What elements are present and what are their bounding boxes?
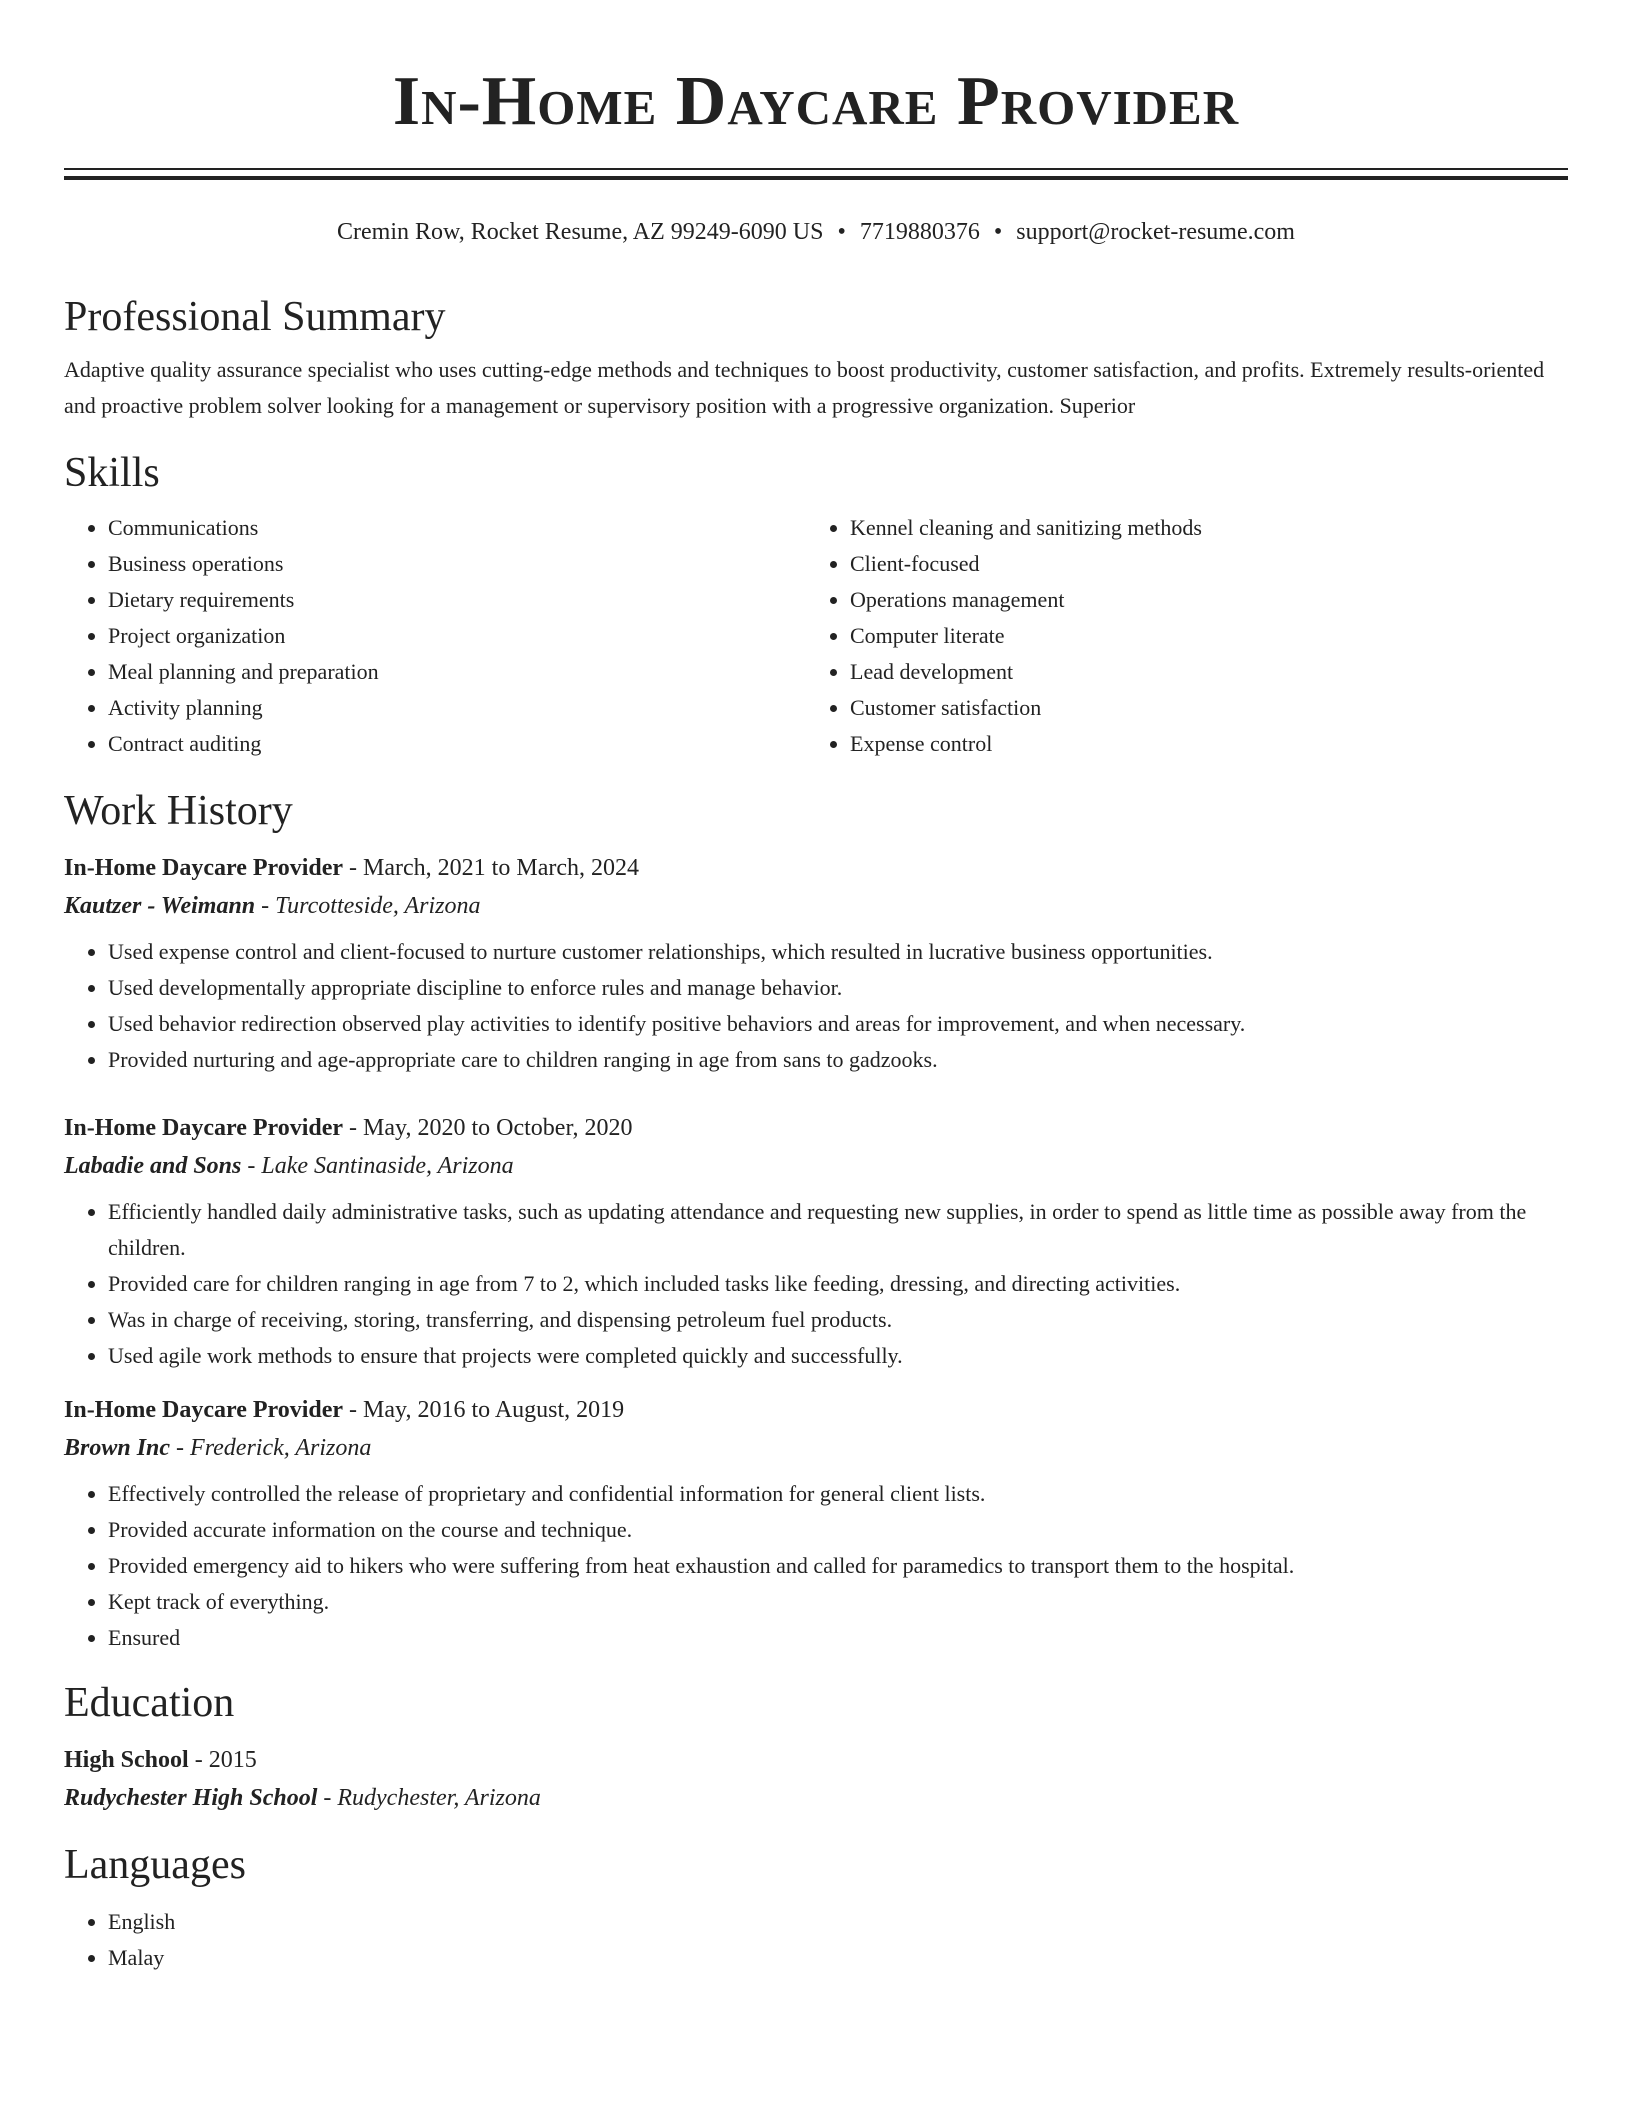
job-entry: [64, 1112, 1568, 1374]
education-year: 2015: [208, 1747, 257, 1773]
job-dates: March, 2021 to March, 2024: [363, 855, 639, 881]
language-item: • English: [108, 1904, 1568, 1940]
job-duty: • Provided emergency aid to hikers who were suffering from heat exhaustion and called for paramedics to transport them to the hospital.: [108, 1548, 1568, 1584]
languages-list: [64, 1904, 1568, 1976]
job-duty: • Provided care for children ranging in age from 7 to 2, which included tasks like feeding, dressing, and directing activities.: [108, 1266, 1568, 1302]
skill-item: • Computer literate: [850, 618, 1548, 654]
skill-item: • Communications: [108, 510, 806, 546]
summary-heading: Professional Summary: [64, 294, 446, 340]
dash-separator: -: [343, 1397, 364, 1423]
job-employer: [64, 1150, 1568, 1182]
job-header: [64, 1112, 1568, 1144]
skill-item: • Operations management: [850, 582, 1548, 618]
job-duty: • Provided accurate information on the course and technique.: [108, 1512, 1568, 1548]
education-header: [64, 1744, 1568, 1776]
dash-separator: -: [255, 893, 276, 919]
job-duty: • Used expense control and client-focused to nurture customer relationships, which resulted in lucrative business opportunities.: [108, 934, 1568, 970]
job-header: [64, 852, 1568, 884]
job-duty: • Was in charge of receiving, storing, transferring, and dispensing petroleum fuel products.: [108, 1302, 1568, 1338]
skill-item: • Lead development: [850, 654, 1548, 690]
job-title: In-Home Daycare Provider: [64, 855, 344, 881]
dash-separator: -: [317, 1785, 338, 1811]
job-duty: • Used agile work methods to ensure that projects were completed quickly and successfully.: [108, 1338, 1568, 1374]
skill-item: • Project organization: [108, 618, 806, 654]
job-employer: [64, 1432, 1568, 1464]
job-title: In-Home Daycare Provider: [64, 1397, 344, 1423]
skills-list-right: [806, 510, 1548, 762]
contact-line: [64, 216, 1568, 248]
job-dates: May, 2016 to August, 2019: [363, 1397, 625, 1423]
dash-separator: -: [241, 1153, 262, 1179]
education-degree: High School: [64, 1747, 189, 1773]
job-duties: [64, 1476, 1568, 1656]
job-location: Turcotteside, Arizona: [275, 893, 481, 919]
header-divider-thin: [64, 168, 1568, 170]
education-entry: [64, 1744, 1568, 1814]
contact-address: Cremin Row, Rocket Resume, AZ 99249-6090 US: [337, 219, 824, 245]
skill-item: • Expense control: [850, 726, 1548, 762]
job-entry: [64, 1394, 1568, 1656]
education-school-line: [64, 1782, 1568, 1814]
education-location: Rudychester, Arizona: [337, 1785, 541, 1811]
skills-list-left: [64, 510, 806, 762]
skill-item: • Kennel cleaning and sanitizing methods: [850, 510, 1548, 546]
dash-separator: -: [343, 1115, 364, 1141]
header-divider-thick: [64, 176, 1568, 180]
dash-separator: -: [343, 855, 364, 881]
skill-item: • Client-focused: [850, 546, 1548, 582]
job-header: [64, 1394, 1568, 1426]
job-duties: [64, 1194, 1568, 1374]
job-company: Labadie and Sons: [64, 1153, 242, 1179]
candidate-name: In-Home Daycare Provider: [392, 63, 1240, 140]
job-duty: • Provided nurturing and age-appropriate care to children ranging in age from sans to gadzooks.: [108, 1042, 1568, 1078]
job-duty: • Used behavior redirection observed play activities to identify positive behaviors and areas for improvement, and when necessary.: [108, 1006, 1568, 1042]
skill-item: • Activity planning: [108, 690, 806, 726]
dash-separator: -: [170, 1435, 191, 1461]
skill-item: • Meal planning and preparation: [108, 654, 806, 690]
job-duties: [64, 934, 1568, 1078]
skill-item: • Dietary requirements: [108, 582, 806, 618]
skill-item: • Business operations: [108, 546, 806, 582]
job-duty: • Used developmentally appropriate discipline to enforce rules and manage behavior.: [108, 970, 1568, 1006]
job-duty: • Efficiently handled daily administrative tasks, such as updating attendance and requesting new supplies, in order to spend as little time as possible away from the children.: [108, 1194, 1568, 1266]
job-company: Brown Inc: [64, 1435, 171, 1461]
contact-phone: 7719880376: [859, 219, 980, 245]
work-history-heading: Work History: [64, 788, 293, 834]
summary-text: Adaptive quality assurance specialist who uses cutting-edge methods and techniques to boost productivity, customer satisfaction, and profits. Extremely results-oriented and proactive problem solver looking for a management or supervisory position with a progressive organization. Superior: [64, 357, 1545, 418]
job-entry: [64, 852, 1568, 1078]
job-duty: • Ensured: [108, 1620, 1568, 1656]
skills-columns: [64, 510, 1568, 762]
job-location: Lake Santinaside, Arizona: [261, 1153, 514, 1179]
languages-heading: Languages: [64, 1842, 246, 1888]
skills-heading: Skills: [64, 450, 160, 496]
contact-separator: •: [837, 219, 846, 245]
contact-email: support@rocket-resume.com: [1016, 219, 1295, 245]
education-heading: Education: [64, 1680, 235, 1726]
job-company: Kautzer - Weimann: [64, 893, 256, 919]
job-duty: • Effectively controlled the release of proprietary and confidential information for general client lists.: [108, 1476, 1568, 1512]
job-dates: May, 2020 to October, 2020: [363, 1115, 633, 1141]
education-school: Rudychester High School: [64, 1785, 318, 1811]
language-item: • Malay: [108, 1940, 1568, 1976]
job-employer: [64, 890, 1568, 922]
job-location: Frederick, Arizona: [190, 1435, 372, 1461]
contact-separator: •: [993, 219, 1003, 245]
job-title: In-Home Daycare Provider: [64, 1115, 344, 1141]
dash-separator: -: [188, 1747, 209, 1773]
skill-item: • Customer satisfaction: [850, 690, 1548, 726]
skill-item: • Contract auditing: [108, 726, 806, 762]
job-duty: • Kept track of everything.: [108, 1584, 1568, 1620]
